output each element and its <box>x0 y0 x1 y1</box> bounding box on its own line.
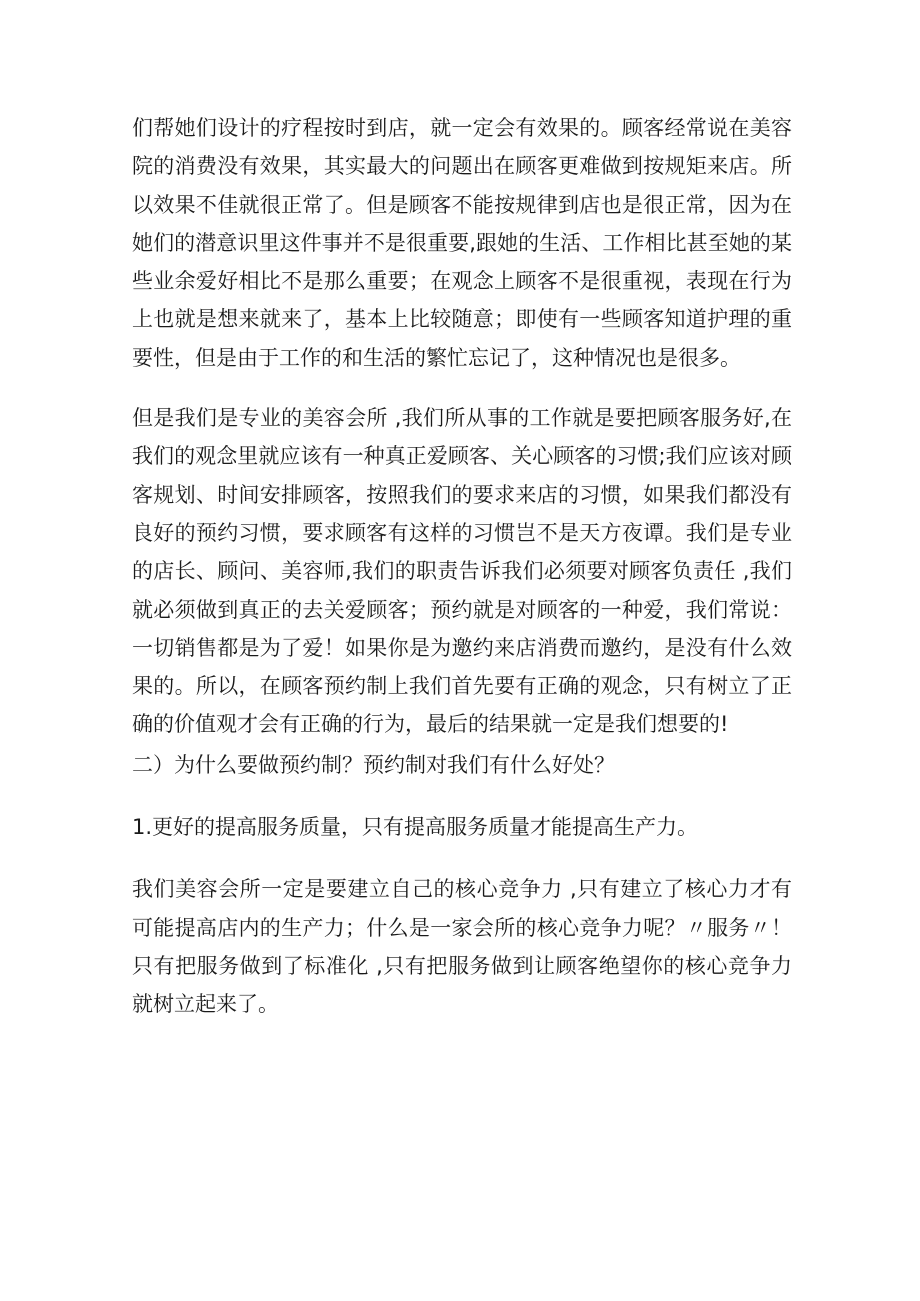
section-heading-why-appointments: 二）为什么要做预约制？预约制对我们有什么好处？ <box>132 752 615 777</box>
paragraph-professional-salon: 但是我们是专业的美容会所 ,我们所从事的工作就是要把顾客服务好,在我们的观念里就应该有一种真正爱顾客、关心顾客的习惯;我们应该对顾客规划、时间安排顾客，按照我们的要求来店的习惯，如果我们都没有良好的预约习惯，要求顾客有这样的习惯岂不是天方夜谭。我们是专业的店长、顾问、美容师,我们的职责告诉我们必须要对顾客负责任 ,我们就必须做到真正的去关爱顾客；预约就是对顾客的一种爱，我们常说：一切销售都是为了爱！如果你是为邀约来店消费而邀约，是没有什么效果的。所以，在顾客预约制上我们首先要有正确的观念，只有树立了正确的价值观才会有正确的行为，最后的结果就一定是我们想要的! <box>132 406 792 737</box>
subheading-service-quality: 1.更好的提高服务质量，只有提高服务质量才能提高生产力。 <box>132 815 699 840</box>
document-page <box>132 109 792 1024</box>
paragraph-core-competitiveness: 我们美容会所一定是要建立自己的核心竞争力 ,只有建立了核心力才有可能提高店内的生产力；什么是一家会所的核心竞争力呢？〃服务〃！只有把服务做到了标准化 ,只有把服务做到让顾客绝望你的核心竞争力就树立起来了。 <box>132 877 792 1017</box>
paragraph-treatment-schedule: 们帮她们设计的疗程按时到店，就一定会有效果的。顾客经常说在美容院的消费没有效果，其实最大的问题出在顾客更难做到按规矩来店。所以效果不佳就很正常了。但是顾客不能按规律到店也是很正常，因为在她们的潜意识里这件事并不是很重要,跟她的生活、工作相比甚至她的某些业余爱好相比不是那么重要；在观念上顾客不是很重视，表现在行为上也就是想来就来了，基本上比较随意；即使有一些顾客知道护理的重要性，但是由于工作的和生活的繁忙忘记了，这种情况也是很多。 <box>132 116 792 370</box>
